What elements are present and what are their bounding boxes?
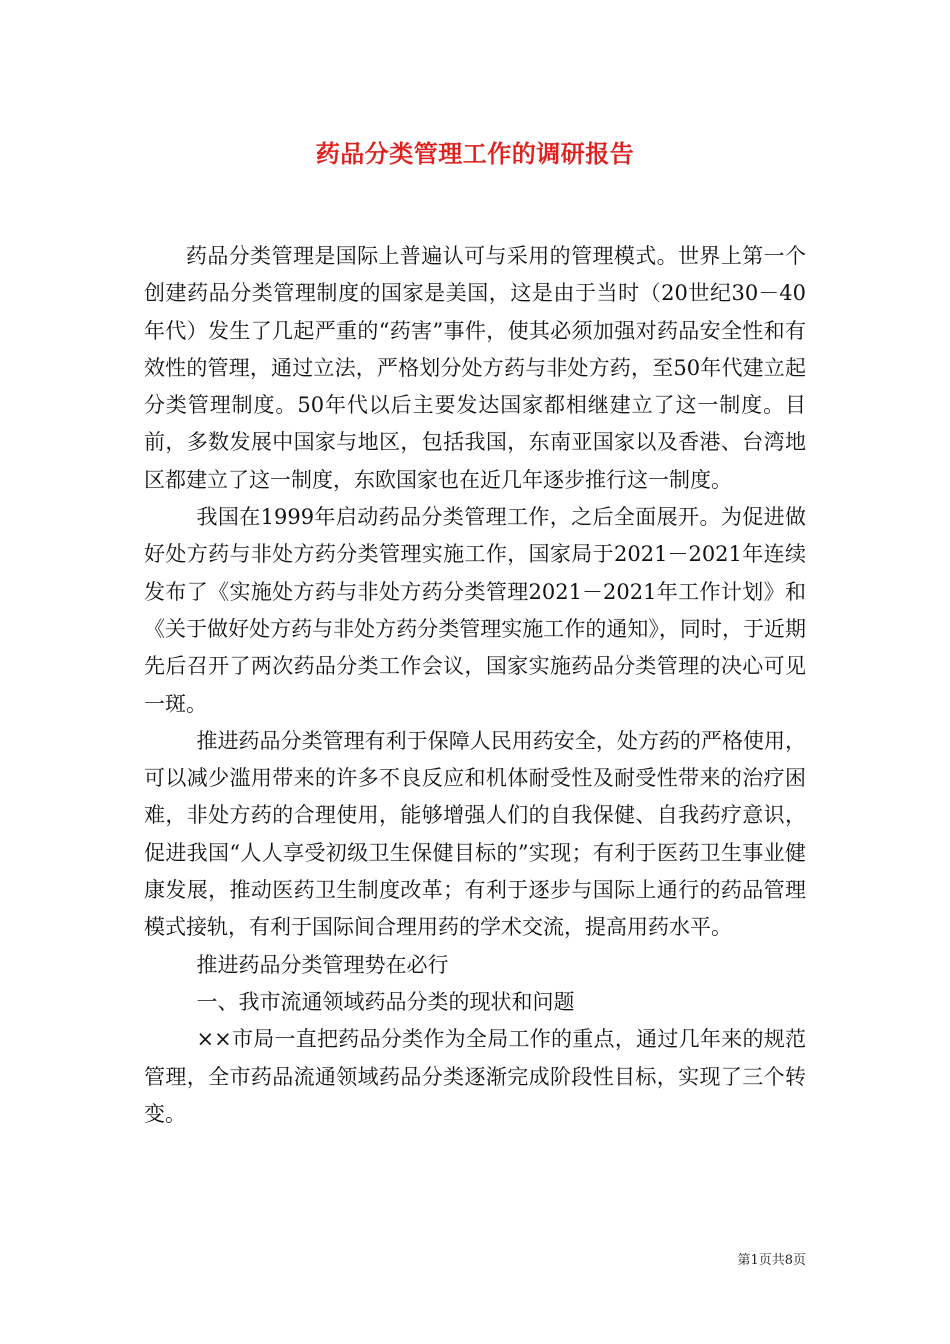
paragraph-intro: 药品分类管理是国际上普遍认可与采用的管理模式。世界上第一个创建药品分类管理制度的国家是美国，这是由于当时（20世纪30－40年代）发生了几起严重的“药害”事件，使其必须加强对药品安全性和有效性的管理，通过立法，严格划分处方药与非处方药，至50年代建立起分类管理制度。50年代以后主要发达国家都相继建立了这一制度。目前，多数发展中国家与地区，包括我国，东南亚国家以及香港、台湾地区都建立了这一制度，东欧国家也在近几年逐步推行这一制度。: [144, 244, 806, 492]
section-heading-status: 一、我市流通领域药品分类的现状和问题: [196, 989, 575, 1014]
document-title: 药品分类管理工作的调研报告: [315, 139, 635, 168]
paragraph-city-status: ××市局一直把药品分类作为全局工作的重点，通过几年来的规范管理，全市药品流通领域药品分类逐渐完成阶段性目标，实现了三个转变。: [144, 1027, 806, 1126]
document-body: [144, 238, 806, 1133]
page-number: 第1页共8页: [737, 1253, 806, 1268]
paragraph-benefits: 推进药品分类管理有利于保障人民用药安全，处方药的严格使用，可以减少滥用带来的许多不良反应和机体耐受性及耐受性带来的治疗困难，非处方药的合理使用，能够增强人们的自我保健、自我药疗意识，促进我国“人人享受初级卫生保健目标的”实现；有利于医药卫生事业健康发展，推动医药卫生制度改革；有利于逐步与国际上通行的药品管理模式接轨，有利于国际间合理用药的学术交流，提高用药水平。: [144, 728, 806, 940]
paragraph-must-advance: 推进药品分类管理势在必行: [196, 952, 449, 977]
paragraph-china-progress: 我国在1999年启动药品分类管理工作，之后全面展开。为促进做好处方药与非处方药分类管理实施工作，国家局于2021－2021年连续发布了《实施处方药与非处方药分类管理2021－2021年工作计划》和《关于做好处方药与非处方药分类管理实施工作的通知》，同时，于近期先后召开了两次药品分类工作会议，国家实施药品分类管理的决心可见一斑。: [144, 505, 806, 716]
